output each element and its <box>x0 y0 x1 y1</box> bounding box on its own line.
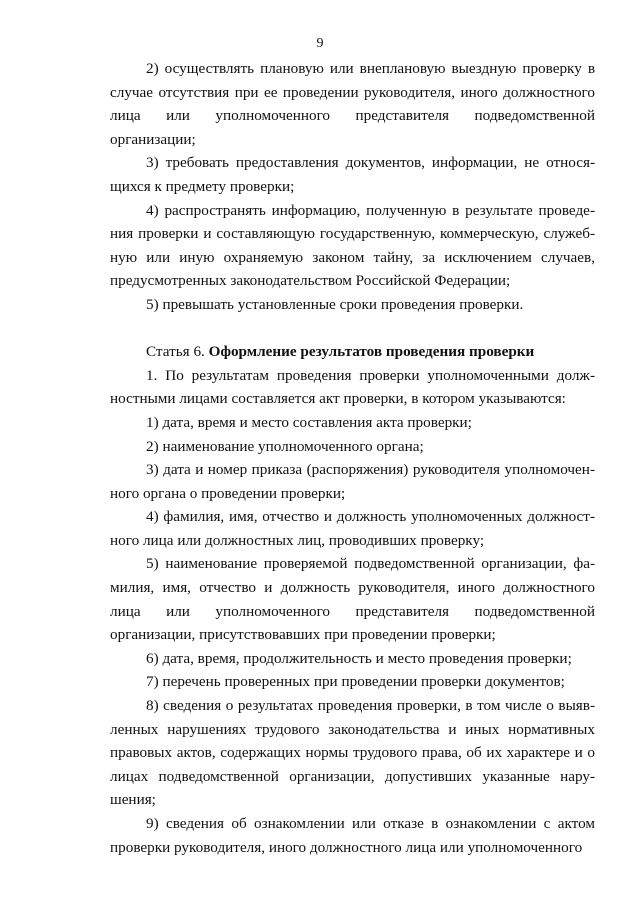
paragraph: 7) перечень проверенных при проведении проверки документов; <box>146 673 565 691</box>
paragraph: 5) превышать установленные сроки проведения проверки. <box>146 295 524 313</box>
paragraph: 1. По результатам проведения проверки уполномоченными должностными лицами составляется акт проверки, в котором указываются: <box>110 366 595 408</box>
paragraph: 1) дата, время и место составления акта проверки; <box>146 413 472 431</box>
paragraph: 5) наименование проверяемой подведомственной организации, фамилия, имя, отчество и должность руководителя, иного должностного лица или уполномоченного представителя подведомственной организации, присутствовавших при проведении проверки; <box>110 555 595 644</box>
paragraph: 6) дата, время, продолжительность и место проведения проверки; <box>146 649 572 667</box>
paragraph: 3) требовать предоставления документов, информации, не относящихся к предмету проверки; <box>110 154 595 195</box>
paragraph: 4) распространять информацию, полученную в результате проведения проверки и составляющую государственную, коммерческую, служебную или иную охраняемую законом тайну, за исключением случаев, предусмотренных законодательством Российской Федерации; <box>110 201 595 290</box>
page-number: 9 <box>316 36 324 51</box>
article-heading <box>110 340 595 364</box>
document-body <box>110 57 595 859</box>
paragraph: 3) дата и номер приказа (распоряжения) руководителя уполномоченного органа о проведении проверки; <box>110 461 595 502</box>
paragraph: 4) фамилия, имя, отчество и должность уполномоченных должностного лица или должностных лиц, проводивших проверку; <box>110 508 595 549</box>
paragraph: 2) осуществлять плановую или внеплановую выездную проверку в случае отсутствия при ее проведении руководителя, иного должностного лица или уполномоченного представителя подведомственной организации; <box>110 60 595 148</box>
article-label: Статья 6. <box>146 343 205 361</box>
paragraph: 8) сведения о результатах проведения проверки, в том числе о выявленных нарушениях трудового законодательства и иных нормативных правовых актов, содержащих нормы трудового права, об их характере и о лицах подведомственной организации, допустивших указанные нарушения; <box>110 697 595 809</box>
paragraph: 2) наименование уполномоченного органа; <box>146 437 424 455</box>
spacer <box>110 317 595 341</box>
paragraph: 9) сведения об ознакомлении или отказе в ознакомлении с актом проверки руководителя, иного должностного лица или уполномоченного <box>110 815 595 856</box>
article-title: Оформление результатов проведения проверки <box>208 343 535 361</box>
